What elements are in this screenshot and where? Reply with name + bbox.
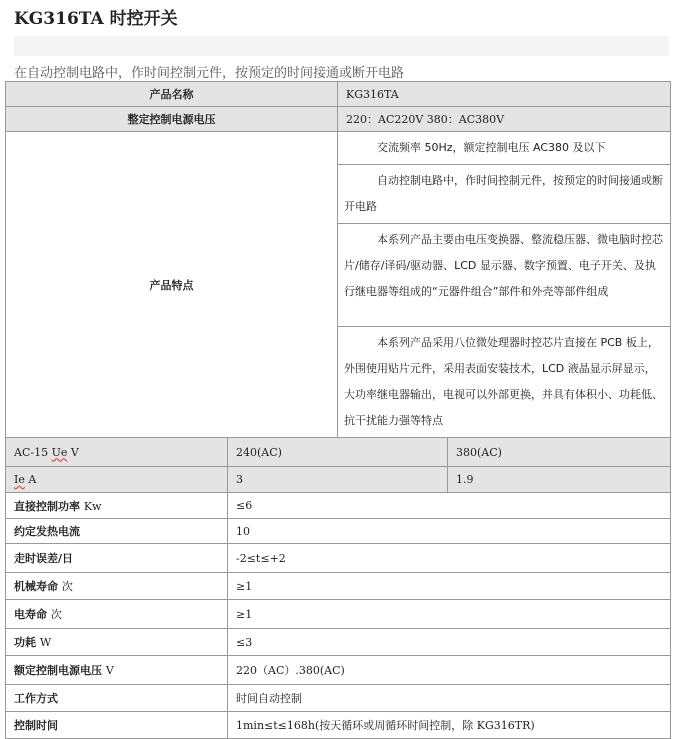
row-value: ≤6 <box>228 493 671 519</box>
ie-label <box>6 467 228 493</box>
ac15-value-380: 380(AC) <box>448 438 671 467</box>
product-name-label: 产品名称 <box>6 82 338 107</box>
page-title: KG316TA 时控开关 <box>14 9 178 29</box>
table-row-product-name <box>6 82 671 107</box>
feature-item: 本系列产品采用八位微处理器时控芯片直接在 PCB 板上，外围使用贴片元件，采用表面安装技术，LCD 液晶显示屏显示，大功率继电器输出，电视可以外部更换，并具有体积小、功耗低、抗干扰能力强等特点 <box>338 327 671 438</box>
table-row <box>6 629 671 656</box>
table-row-feature <box>6 132 671 165</box>
row-label: 控制时间 <box>6 712 228 739</box>
table-row <box>6 685 671 712</box>
row-value: 220（AC）.380(AC) <box>228 656 671 685</box>
ie-label-a: Ie <box>14 473 25 486</box>
spec-table <box>5 81 671 739</box>
table-row <box>6 573 671 600</box>
table-row-rated-voltage <box>6 107 671 132</box>
ac15-label-a: AC-15 <box>14 445 49 459</box>
ie-value-1: 3 <box>228 467 448 493</box>
row-value: ≥1 <box>228 573 671 600</box>
rated-voltage-label: 整定控制电源电压 <box>6 107 338 132</box>
feature-item: 交流频率 50Hz，额定控制电压 AC380 及以下 <box>338 132 671 165</box>
row-value: ≥1 <box>228 600 671 629</box>
rated-voltage-value: 220：AC220V 380：AC380V <box>338 107 671 132</box>
ie-label-b: A <box>28 473 37 486</box>
table-row <box>6 656 671 685</box>
row-value: ≤3 <box>228 629 671 656</box>
row-label: 工作方式 <box>6 685 228 712</box>
row-label: 功耗 W <box>6 629 228 656</box>
features-label: 产品特点 <box>6 132 338 438</box>
ac15-value-240: 240(AC) <box>228 438 448 467</box>
row-value: 1min≤t≤168h(按天循环或周循环时间控制，除 KG316TR) <box>228 712 671 739</box>
feature-item: 本系列产品主要由电压变换器、整流稳压器、微电脑时控芯片/储存/译码/驱动器、LCD 显示器、数字预置、电子开关、及执行继电器等组成的“元器件组合”部件和外壳等部件组成 <box>338 224 671 327</box>
ac15-label-c: V <box>70 445 79 459</box>
row-value: -2≤t≤+2 <box>228 544 671 573</box>
row-label: 机械寿命 次 <box>6 573 228 600</box>
table-row <box>6 519 671 544</box>
row-label: 走时误差/日 <box>6 544 228 573</box>
table-row <box>6 493 671 519</box>
row-value: 时间自动控制 <box>228 685 671 712</box>
page-subtitle: 在自动控制电路中，作时间控制元件，按预定的时间接通或断开电路 <box>14 66 405 81</box>
row-value: 10 <box>228 519 671 544</box>
ac15-label-b: Ue <box>51 445 68 459</box>
title-band <box>14 36 669 56</box>
row-label: 直接控制功率 Kw <box>6 493 228 519</box>
feature-item: 自动控制电路中，作时间控制元件，按预定的时间接通或断开电路 <box>338 165 671 224</box>
row-label: 额定控制电源电压 V <box>6 656 228 685</box>
ie-value-2: 1.9 <box>448 467 671 493</box>
product-name-value: KG316TA <box>338 82 671 107</box>
table-row <box>6 600 671 629</box>
table-row <box>6 544 671 573</box>
ac15-label <box>6 438 228 467</box>
table-row-ac15 <box>6 438 671 467</box>
table-row <box>6 712 671 739</box>
row-label: 约定发热电流 <box>6 519 228 544</box>
table-row-ie <box>6 467 671 493</box>
row-label: 电寿命 次 <box>6 600 228 629</box>
